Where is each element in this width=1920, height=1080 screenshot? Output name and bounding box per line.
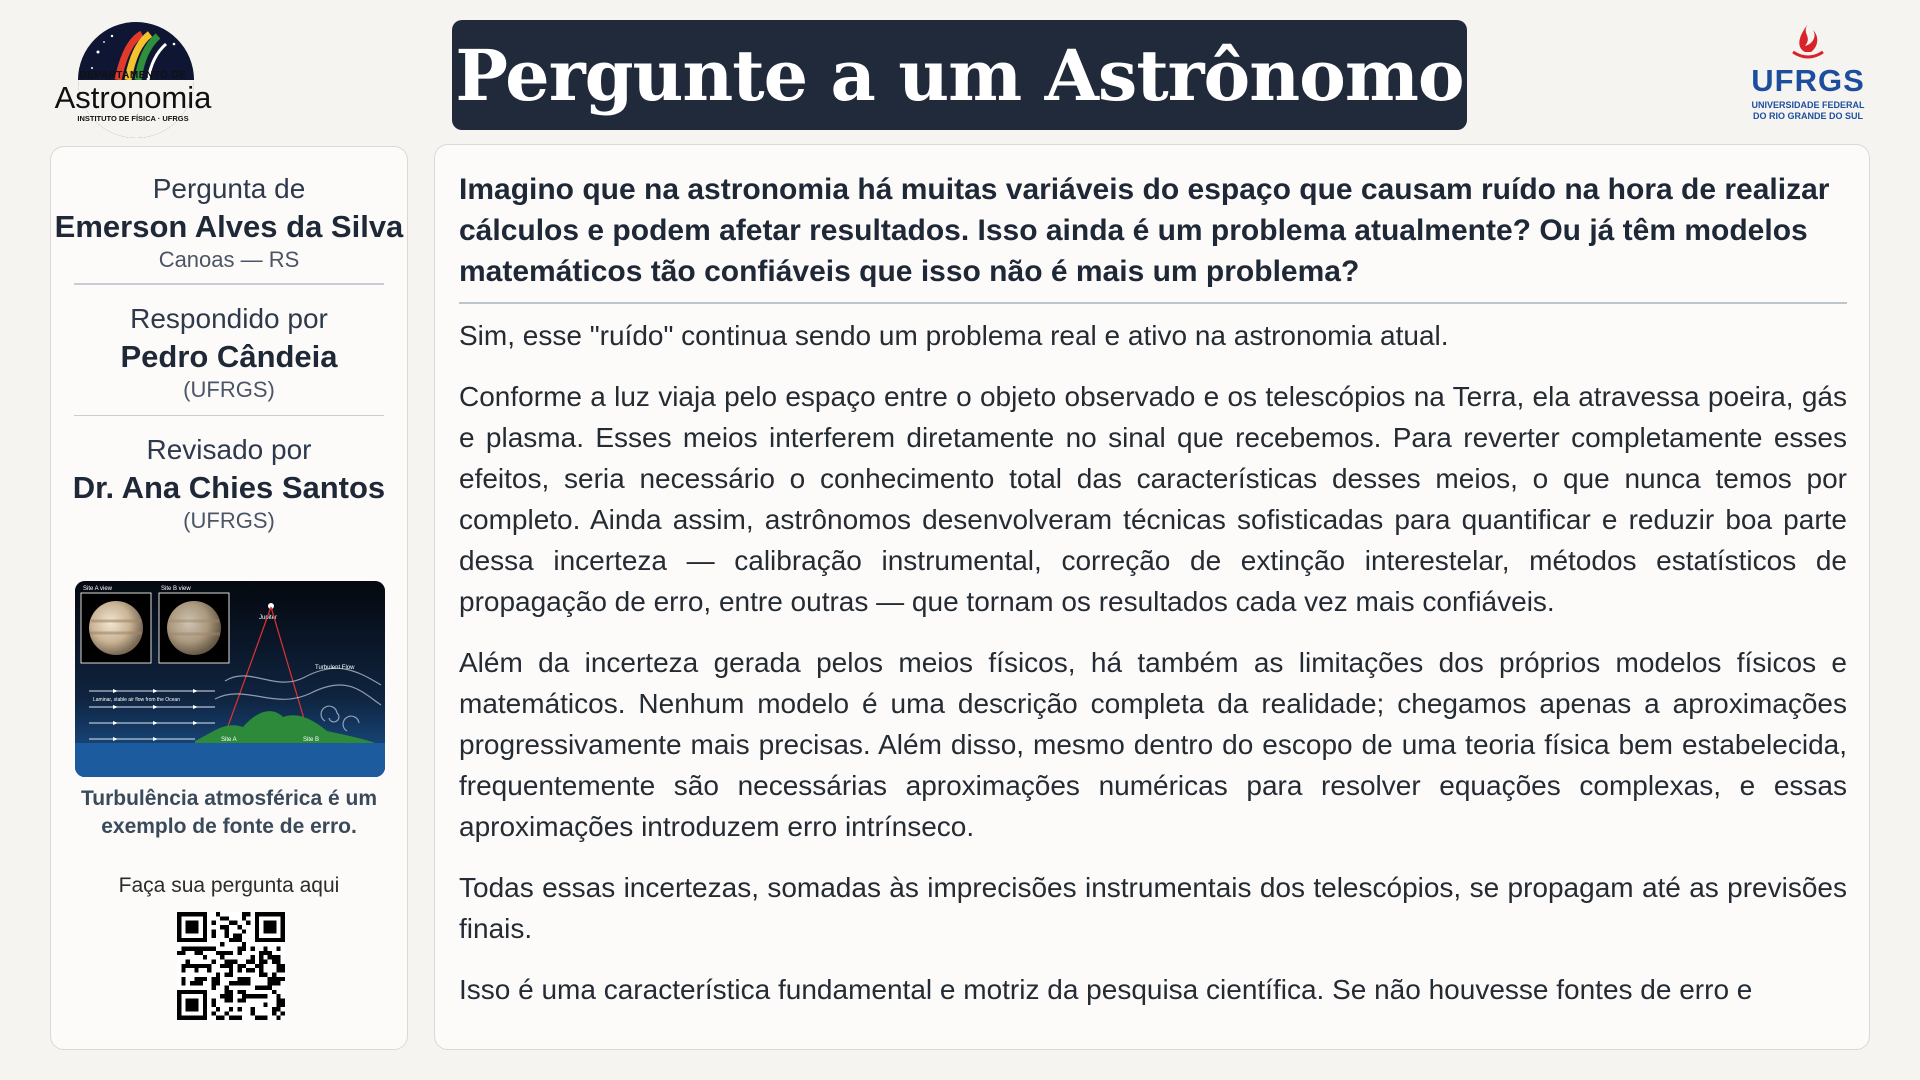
asked-by-origin: Canoas — RS <box>158 247 300 272</box>
question-divider <box>459 302 1847 304</box>
qr-code[interactable] <box>177 912 285 1020</box>
jupiter-image-b <box>167 601 221 655</box>
figure-caption: Turbulência atmosférica é um exemplo de fonte de erro. <box>80 787 378 838</box>
answered-by-label: Respondido por <box>130 302 328 334</box>
answer-paragraph: Sim, esse "ruído" continua sendo um problema real e ativo na astronomia atual. <box>459 320 1449 351</box>
answer-paragraph: Além da incerteza gerada pelos meios físicos, há também as limitações dos próprios modelos físicos e matemáticos. Nenhum modelo é uma descrição completa da realidade; chegamos apenas a aproximações progressivamente mais precisas. Além disso, mesmo dentro do escopo de uma teoria física bem estabelecida, frequentemente são necessárias aproximações numéricas para resolver equações complexas, e essas aproximações introduzem erro intrínseco. <box>459 647 1847 842</box>
ufrgs-logo <box>1738 22 1878 126</box>
dept-label-main: Astronomia <box>54 80 212 115</box>
question-text: Imagino que na astronomia há muitas variáveis do espaço que causam ruído na hora de realizar cálculos e podem afetar resultados. Isso ainda é um problema atualmente? Ou já têm modelos matemáticos tão confiáveis que isso não é mais um problema? <box>459 173 1830 288</box>
ufrgs-sub-2: DO RIO GRANDE DO SUL <box>1752 111 1863 121</box>
laminar-flow-label: Laminar, stable air flow from the Ocean <box>93 697 180 703</box>
reviewed-by-origin: (UFRGS) <box>183 508 275 533</box>
flame-icon <box>1783 22 1833 62</box>
dept-institute: INSTITUTO DE FÍSICA · UFRGS <box>77 114 189 123</box>
ufrgs-sub-1: UNIVERSIDADE FEDERAL <box>1751 100 1865 110</box>
answer-paragraph: Conforme a luz viaja pelo espaço entre o objeto observado e os telescópios na Terra, ela atravessa poeira, gás e plasma. Esses meios interferem diretamente no sinal que recebemos. Para reverter completamente esses efeitos, seria necessário o conhecimento total das características desses meios, o que nunca temos por completo. Ainda assim, astrônomos desenvolveram técnicas sofisticadas para quantificar e reduzir boa parte dessa incerteza — calibração instrumental, correção de extinção interestelar, métodos estatísticos de propagação de erro, entre outras — que tornam os resultados cada vez mais confiáveis. <box>459 381 1847 617</box>
answered-by-block <box>51 285 407 415</box>
site-b-view-label: Site B view <box>161 586 191 592</box>
answered-by-name: Pedro Cândeia <box>120 338 338 374</box>
ufrgs-name: UFRGS <box>1751 63 1865 98</box>
turbulence-illustration <box>75 581 385 777</box>
answer-body <box>459 315 1847 1030</box>
turbulent-flow-label: Turbulent Flow <box>315 665 355 671</box>
site-a-view-label: Site A view <box>83 586 113 592</box>
qa-card <box>434 144 1870 1050</box>
credits-card <box>50 146 408 1050</box>
reviewed-by-label: Revisado por <box>146 434 312 465</box>
astronomy-department-logo <box>48 18 218 126</box>
ask-question-cta: Faça sua pergunta aqui <box>118 874 340 897</box>
answer-paragraph: Todas essas incertezas, somadas às imprecisões instrumentais dos telescópios, se propagam até as previsões finais. <box>459 872 1847 944</box>
jupiter-label: Jupiter <box>259 615 278 621</box>
asked-by-name: Emerson Alves da Silva <box>54 209 404 244</box>
site-a-label: Site A <box>221 737 237 743</box>
reviewed-by-block <box>51 416 407 534</box>
asked-by-block <box>51 147 407 283</box>
dept-label-small: DEPARTAMENTO DE <box>79 70 187 81</box>
page-title: Pergunte a um Astrônomo <box>455 33 1464 117</box>
reviewed-by-name: Dr. Ana Chies Santos <box>72 470 386 505</box>
jupiter-image-a <box>89 601 143 655</box>
answered-by-origin: (UFRGS) <box>183 376 275 402</box>
asked-by-label: Pergunta de <box>152 173 306 204</box>
answer-paragraph: Isso é uma característica fundamental e motriz da pesquisa científica. Se não houvesse fontes de erro e <box>459 974 1753 1005</box>
title-banner <box>452 20 1467 130</box>
site-b-label: Site B <box>303 737 320 743</box>
